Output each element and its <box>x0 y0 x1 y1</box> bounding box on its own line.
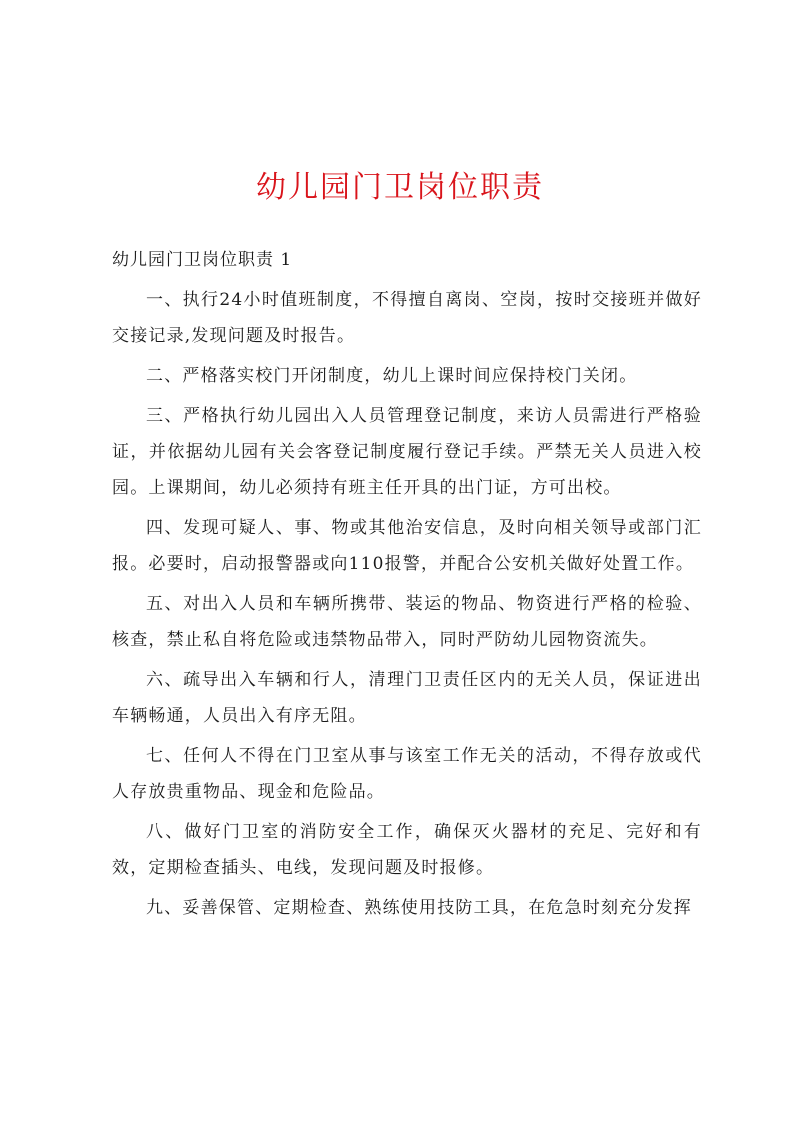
paragraph-5: 五、对出入人员和车辆所携带、装运的物品、物资进行严格的检验、核查，禁止私自将危险或违禁物品带入，同时严防幼儿园物资流失。 <box>112 594 702 650</box>
document-body <box>112 242 702 926</box>
paragraph-2: 二、严格落实校门开闭制度，幼儿上课时间应保持校门关闭。 <box>146 366 638 386</box>
paragraph-6: 六、疏导出入车辆和行人，清理门卫责任区内的无关人员，保证进出车辆畅通，人员出入有序无阻。 <box>112 670 702 726</box>
paragraph-7: 七、任何人不得在门卫室从事与该室工作无关的活动，不得存放或代人存放贵重物品、现金和危险品。 <box>112 746 702 802</box>
paragraph-3: 三、严格执行幼儿园出入人员管理登记制度，来访人员需进行严格验证，并依据幼儿园有关会客登记制度履行登记手续。严禁无关人员进入校园。上课期间，幼儿必须持有班主任开具的出门证，方可出校。 <box>112 406 702 498</box>
paragraph-1: 一、执行24小时值班制度，不得擅自离岗、空岗，按时交接班并做好交接记录,发现问题及时报告。 <box>112 290 702 346</box>
document-title: 幼儿园门卫岗位职责 <box>256 170 544 205</box>
paragraph-8: 八、做好门卫室的消防安全工作，确保灭火器材的充足、完好和有效，定期检查插头、电线，发现问题及时报修。 <box>112 822 702 878</box>
section-heading: 幼儿园门卫岗位职责 1 <box>112 250 293 270</box>
paragraph-9: 九、妥善保管、定期检查、熟练使用技防工具，在危急时刻充分发挥 <box>146 898 692 918</box>
paragraph-4: 四、发现可疑人、事、物或其他治安信息，及时向相关领导或部门汇报。必要时，启动报警器或向110报警，并配合公安机关做好处置工作。 <box>112 518 702 574</box>
